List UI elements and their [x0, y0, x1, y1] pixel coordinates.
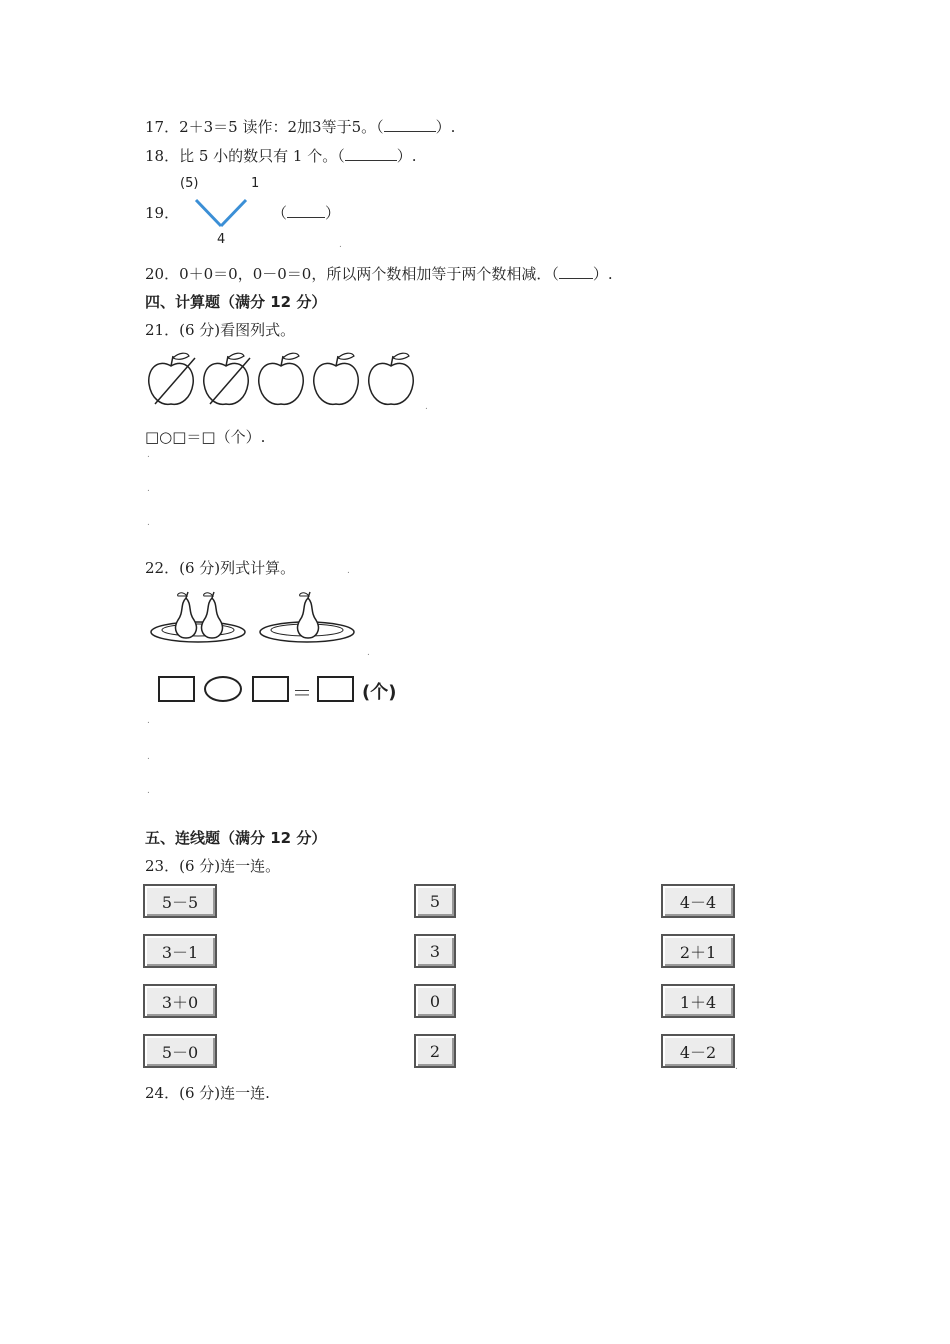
- answer-box-2[interactable]: [252, 676, 289, 702]
- question-23-title: 23．(6 分)连一连。: [145, 857, 281, 875]
- section-5-title: 五、连线题（满分 12 分）: [145, 829, 327, 847]
- middle-number-box[interactable]: 5: [414, 884, 456, 918]
- answer-blank-18[interactable]: [345, 148, 397, 161]
- middle-number-box[interactable]: 2: [414, 1034, 456, 1068]
- right-expression-box[interactable]: 4－2: [661, 1034, 735, 1068]
- equals-sign: ＝: [292, 681, 312, 705]
- question-21-formula: □○□＝□（个）.: [145, 428, 266, 446]
- paren-open: （: [272, 204, 288, 222]
- number-split-diagram: [180, 176, 270, 248]
- question-20-tail: ）.: [592, 265, 613, 283]
- section-4-title: 四、计算题（满分 12 分）: [145, 293, 327, 311]
- question-18-text: 18．比 5 小的数只有 1 个。（: [145, 147, 345, 165]
- answer-box-1[interactable]: [158, 676, 195, 702]
- split-top-right: 1: [251, 176, 260, 191]
- apple-icon: [369, 353, 414, 404]
- mark-dot: .: [425, 402, 428, 412]
- left-expression-box[interactable]: 5－5: [143, 884, 217, 918]
- apple-icon: [204, 353, 250, 404]
- pear-icon: [176, 592, 197, 638]
- mark-dot: .: [735, 1062, 738, 1072]
- mark-dot: .: [367, 648, 370, 658]
- unit-label: (个): [362, 682, 397, 703]
- operator-circle[interactable]: [204, 676, 242, 702]
- mark-dot: .: [147, 752, 150, 762]
- pears-on-plates-illustration: [150, 590, 370, 648]
- plate-left: [151, 622, 245, 642]
- question-19-label: 19．: [145, 204, 180, 222]
- paren-close: ）: [325, 204, 341, 222]
- pear-icon: [298, 592, 319, 638]
- question-17-tail: ）.: [435, 118, 456, 136]
- question-24-title: 24．(6 分)连一连.: [145, 1084, 270, 1102]
- question-20-text: 20．0＋0＝0，0－0＝0，所以两个数相加等于两个数相减．（: [145, 265, 559, 283]
- split-bottom: 4: [217, 232, 226, 247]
- answer-box-result[interactable]: [317, 676, 354, 702]
- apple-icon: [259, 353, 304, 404]
- mark-dot: .: [147, 450, 150, 460]
- left-expression-box[interactable]: 3＋0: [143, 984, 217, 1018]
- mark-dot: .: [147, 786, 150, 796]
- mark-dot: .: [347, 566, 350, 576]
- left-expression-box[interactable]: 3－1: [143, 934, 217, 968]
- right-expression-box[interactable]: 2＋1: [661, 934, 735, 968]
- middle-number-box[interactable]: 0: [414, 984, 456, 1018]
- right-expression-box[interactable]: 1＋4: [661, 984, 735, 1018]
- right-expression-box[interactable]: 4－4: [661, 884, 735, 918]
- answer-blank-19[interactable]: [287, 205, 325, 218]
- middle-number-box[interactable]: 3: [414, 934, 456, 968]
- left-expression-box[interactable]: 5－0: [143, 1034, 217, 1068]
- question-19-answer: [272, 203, 340, 223]
- answer-blank-20[interactable]: [559, 266, 593, 279]
- question-20: [145, 264, 613, 284]
- question-17-text: 17．2＋3＝5 读作：2加3等于5。（: [145, 118, 384, 136]
- apples-illustration: [143, 350, 433, 410]
- mark-dot: .: [339, 240, 342, 250]
- question-18-tail: ）.: [396, 147, 417, 165]
- mark-dot: .: [147, 716, 150, 726]
- apple-icon: [149, 353, 195, 404]
- question-17: [145, 117, 455, 137]
- question-18: [145, 146, 417, 166]
- apple-icon: [314, 353, 359, 404]
- split-top-left: (5): [180, 176, 199, 191]
- answer-blank-17[interactable]: [384, 119, 436, 132]
- mark-dot: .: [147, 484, 150, 494]
- mark-dot: .: [147, 518, 150, 528]
- question-21-title: 21．(6 分)看图列式。: [145, 321, 296, 339]
- question-22-title: 22．(6 分)列式计算。: [145, 559, 296, 577]
- pear-icon: [202, 592, 223, 638]
